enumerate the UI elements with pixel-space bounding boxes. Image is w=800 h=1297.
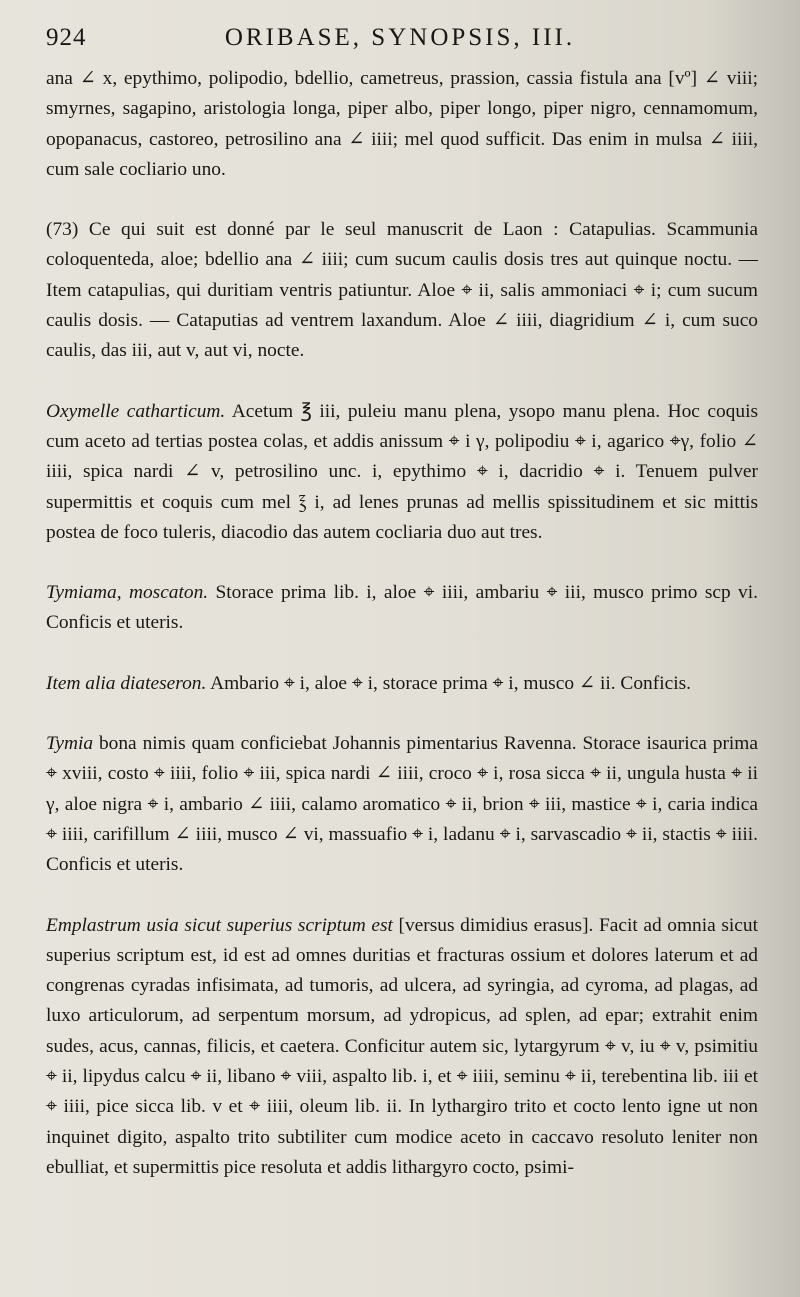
paragraph-title: Emplastrum usia sicut superius scriptum est xyxy=(46,914,393,936)
paragraph-text: bona nimis quam conficiebat Johannis pimentarius Ravenna. Storace isaurica prima ⌖ xviii, costo ⌖ iiii, folio ⌖ iii, spica nardi ∠ iiii, croco ⌖ i, rosa sicca ⌖ ii, ungula husta ⌖ ii γ, aloe nigra ⌖ i, ambario ∠ iiii, calamo aromatico ⌖ ii, brion ⌖ iii, mastice ⌖ i, caria indica ⌖ iiii, carifillum ∠ iiii, musco ∠ vi, massuafio ⌖ i, ladanu ⌖ i, sarvascadio ⌖ ii, stactis ⌖ iiii. Conficis et uteris. xyxy=(46,733,758,876)
paragraph-text: [versus dimidius erasus]. Facit ad omnia sicut superius scriptum est, id est ad omnes duritias et fracturas ossium et dolores laterum et ad congrenas cyradas infisimata, ad tumoris, ad ulcera, ad syringia, ad cyroma, ad plagas, ad luxo articulorum, ad serpentum morsum, ad ydropicus, ad splen, ad epar; extrahit enim sudes, acus, cannas, filicis, et caetera. Conficitur autem sic, lytargyrum ⌖ v, iu ⌖ v, psimitiu ⌖ ii, lipydus calcu ⌖ ii, libano ⌖ viii, aspalto lib. i, et ⌖ iiii, seminu ⌖ ii, terebentina lib. iii et ⌖ iiii, pice sicca lib. v et ⌖ iiii, oleum lib. ii. In lythargiro trito et cocto lento igne ut non inquinet digito, aspalto trito subtiliter cum modice aceto in caccavo resoluto leniter non ebulliat, et supermittis pice resoluta et addis lithargyro cocto, psimi- xyxy=(46,914,758,1178)
running-title: ORIBASE, SYNOPSIS, III. xyxy=(224,24,576,51)
page-number: 924 xyxy=(46,24,87,51)
paragraph-oxymelle xyxy=(46,397,758,548)
paragraph-catapulias xyxy=(46,215,758,366)
paragraph-title: Item alia diateseron. xyxy=(46,672,207,694)
paragraph-text: ana ∠ x, epythimo, polipodio, bdellio, cametreus, prassion, cassia fistula ana [vº] ∠ viii; smyrnes, sagapino, aristologia longa, piper albo, piper longo, piper nigro, cennamomum, opopanacus, castoreo, petrosilino ana ∠ iiii; mel quod sufficit. Das enim in mulsa ∠ iiii, cum sale cocliario uno. xyxy=(46,68,758,180)
page-header xyxy=(46,24,754,60)
paragraph-text: (73) Ce qui suit est donné par le seul manuscrit de Laon : Catapulias. Scammunia coloquenteda, aloe; bdellio ana ∠ iiii; cum sucum caulis dosis tres aut quinque noctu. — Item catapulias, qui duritiam ventris patiuntur. Aloe ⌖ ii, salis ammoniaci ⌖ i; cum sucum caulis dosis. — Cataputias ad ventrem laxandum. Aloe ∠ iiii, diagridium ∠ i, cum suco caulis, das iii, aut v, aut vi, nocte. xyxy=(46,219,758,362)
paragraph-text: Acetum ℥ iii, puleiu manu plena, ysopo manu plena. Hoc coquis cum aceto ad tertias postea colas, et addis anissum ⌖ i γ, polipodiu ⌖ i, agarico ⌖γ, folio ∠ iiii, spica nardi ∠ v, petrosilino unc. i, epythimo ⌖ i, dacridio ⌖ i. Tenuem pulver supermittis et coquis cum mel ℥ i, ad lenes prunas ad mellis spissitudinem et sic mittis postea de foco tuleris, diacodio das autem cocliaria duo aut tres. xyxy=(46,400,759,543)
paragraph-tymiama xyxy=(46,578,758,639)
paragraph-diateseron xyxy=(46,669,758,699)
paragraph-text: Ambario ⌖ i, aloe ⌖ i, storace prima ⌖ i, musco ∠ ii. Conficis. xyxy=(210,672,691,694)
page-body xyxy=(46,64,758,1183)
paragraph-emplastrum xyxy=(46,911,758,1184)
paragraph-text: Storace prima lib. i, aloe ⌖ iiii, ambariu ⌖ iii, musco primo scp vi. Conficis et uteris. xyxy=(46,582,758,634)
paragraph-continuation xyxy=(46,64,758,185)
paragraph-title: Oxymelle catharticum. xyxy=(46,400,226,422)
paragraph-title: Tymiama, moscaton. xyxy=(46,582,209,604)
paragraph-tymia xyxy=(46,729,758,880)
paragraph-title: Tymia xyxy=(46,733,94,755)
